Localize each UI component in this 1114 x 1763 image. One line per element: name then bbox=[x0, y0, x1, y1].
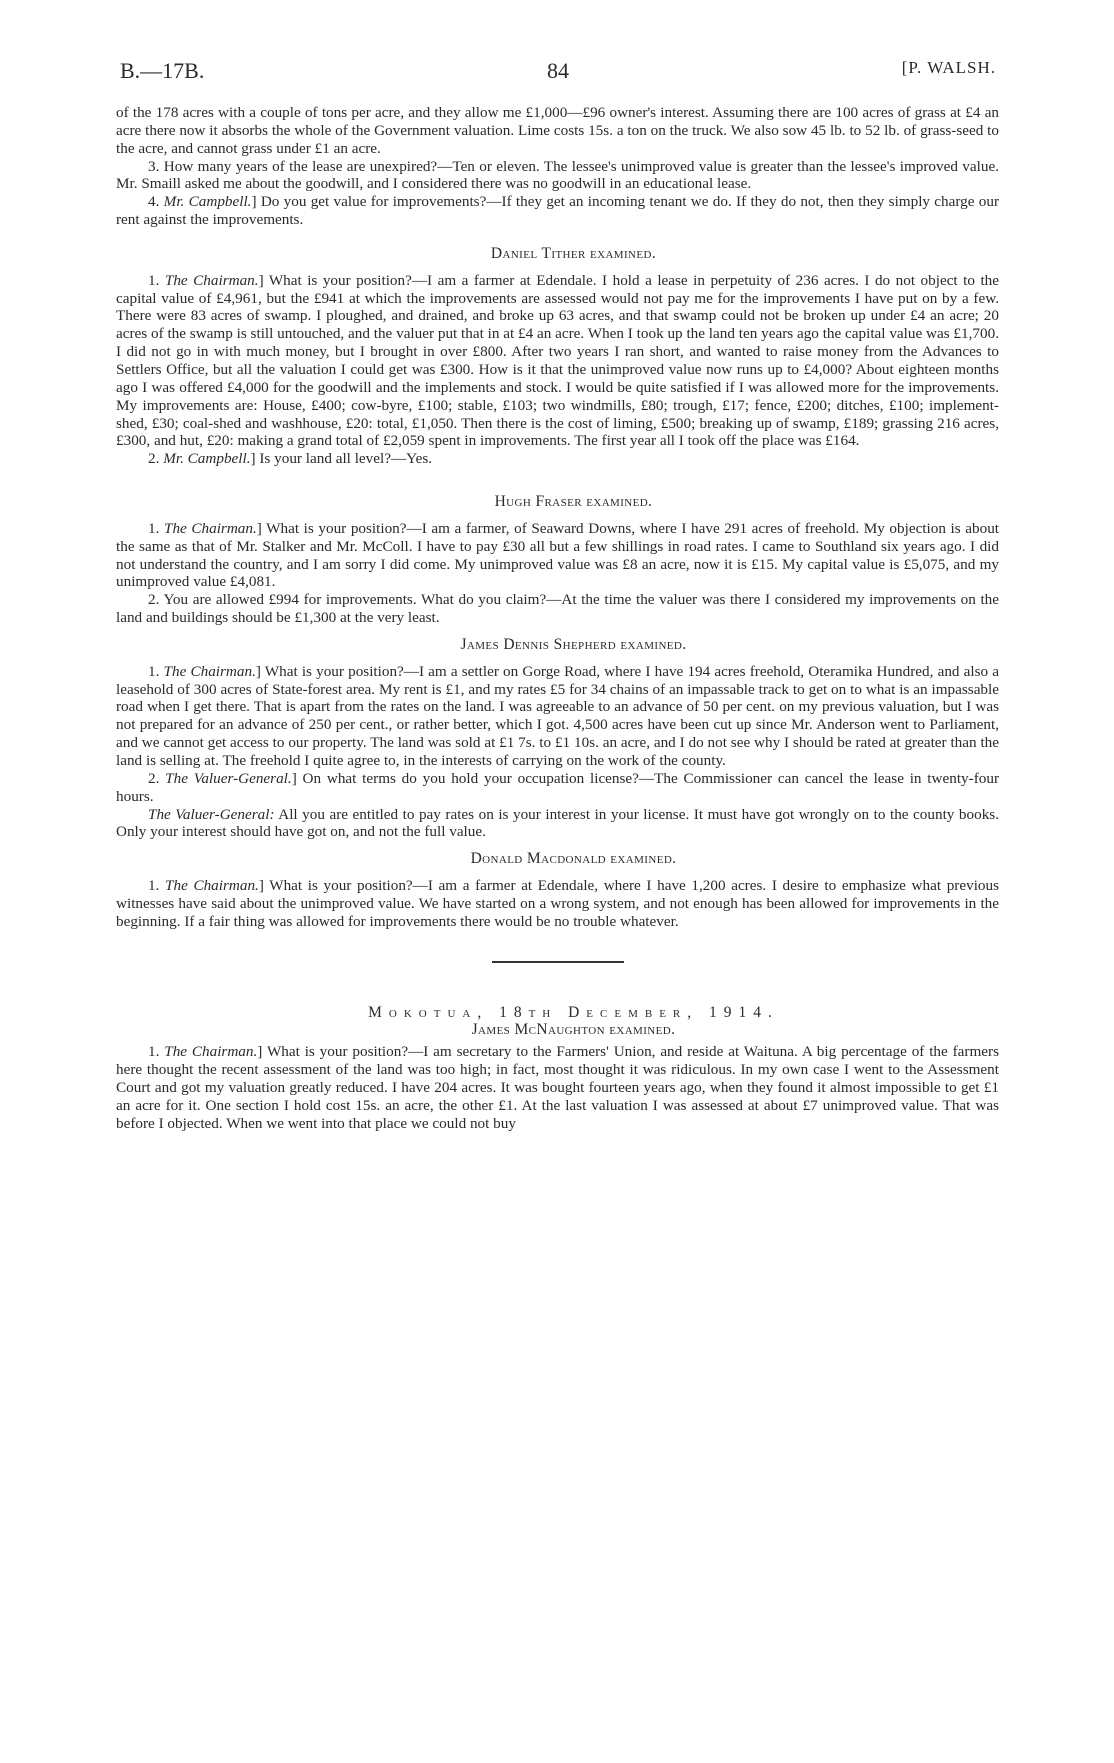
paragraph bbox=[116, 272, 999, 450]
speaker: The Chairman. bbox=[164, 1043, 258, 1061]
header-witness-name: [P. WALSH. bbox=[901, 58, 996, 77]
witness-heading: Daniel Tither examined. bbox=[490, 244, 657, 262]
paragraph bbox=[116, 1043, 999, 1132]
witness-heading: James McNaughton examined. bbox=[471, 1021, 676, 1039]
speaker: The Valuer-General: bbox=[148, 805, 275, 823]
paragraph-text: ] What is your position?—I am secretary to the Farmers' Union, and reside at Waituna. A big percentage of the farmers here thought the recent assessment of the land was too high; in fact, most thought it was ridiculous. In my own case I went to the Assessment Court and got my valuation greatly reduced. I have 204 acres. It was bought fourteen years ago, when they found it almost impossible to get £1 an acre for it. One section I hold cost 15s. an acre, the other £1. At the last valuation I was assessed at about £7 unimproved value. That was before I objected. When we went into that place we could not buy bbox=[116, 1043, 999, 1132]
question-number: 1. bbox=[148, 662, 160, 680]
speaker: The Chairman. bbox=[163, 662, 256, 680]
header-document-code: B.—17B. bbox=[120, 58, 205, 83]
paragraph: of the 178 acres with a couple of tons per acre, and they allow me £1,000—£96 owner's interest. Assuming there are 100 acres of grass at £4 an acre there now it absorbs the whole of the Government valuation. Lime costs 15s. a ton on the truck. We also sow 45 lb. to 52 lb. of grass-seed to the acre, and cannot grass under £1 an acre. bbox=[116, 104, 999, 157]
section-divider bbox=[116, 931, 999, 995]
sitting-place-date: Mokotua, 18th December, 1914. bbox=[368, 1003, 779, 1021]
question-number: 4. bbox=[148, 193, 160, 211]
paragraph bbox=[116, 770, 999, 806]
paragraph bbox=[116, 193, 999, 229]
paragraph: 2. You are allowed £994 for improvements. What do you claim?—At the time the valuer was there I considered my improvements on the land and buildings should be £1,300 at the very least. bbox=[116, 591, 999, 627]
paragraph-text: ] Is your land all level?—Yes. bbox=[250, 450, 433, 468]
paragraph bbox=[116, 450, 999, 468]
paragraph bbox=[116, 520, 999, 591]
paragraph bbox=[116, 877, 999, 931]
speaker: Mr. Campbell. bbox=[163, 450, 251, 468]
document-body bbox=[116, 104, 999, 1133]
speaker: The Valuer-General. bbox=[165, 769, 292, 787]
paragraph-text: ] What is your position?—I am a farmer at Edendale. I hold a lease in perpetuity of 236 acres. I do not object to the capital value of £4,961, but the £941 at which the improvements are assessed would not pay me for the improvements I have put on by a few. There were 83 acres of swamp. I ploughed, and drained, and broke up 63 acres, and that swamp could not be broken up under £4 an acre; 20 acres of the swamp is still untouched, and the valuer put that in at £4 an acre. When I took up the land ten years ago the capital value was £1,700. I did not go in with much money, but I brought in over £800. After two years I ran short, and wanted to raise money from the Advances to Settlers Office, but all the valuation I could get was £300. How is it that the unimproved value now runs up to £4,000? About eighteen months ago I was offered £4,000 for the goodwill and the implements and stock. I would be quite satisfied if I was allowed more for the improvements. My improvements are: House, £400; cow-byre, £100; stable, £103; two windmills, £80; trough, £17; fence, £200; ditches, £100; implement-shed, £30; coal-shed and washhouse, £20: total, £1,050. Then there is the cost of liming, £500; breaking up of swamp, £189; grassing 216 acres, £300, and hut, £20: making a grand total of £2,059 spent in improvements. The first year all I took off the place was £164. bbox=[116, 271, 999, 450]
paragraph: 3. How many years of the lease are unexpired?—Ten or eleven. The lessee's unimproved value is greater than the lessee's improved value. Mr. Smaill asked me about the goodwill, and I considered there was no goodwill in an educational lease. bbox=[116, 157, 999, 193]
question-number: 2. bbox=[148, 450, 160, 468]
speaker: The Chairman. bbox=[164, 519, 257, 537]
paragraph-text: ] On what terms do you hold your occupation license?—The Commissioner can cancel the lease in twenty-four hours. bbox=[116, 769, 999, 805]
question-number: 1. bbox=[148, 271, 160, 289]
speaker: The Chairman. bbox=[164, 271, 259, 289]
witness-heading: Hugh Fraser examined. bbox=[494, 493, 653, 511]
witness-heading: Donald Macdonald examined. bbox=[470, 850, 677, 868]
header-page-number: 84 bbox=[547, 58, 569, 83]
question-number: 1. bbox=[148, 519, 160, 537]
witness-heading: James Dennis Shepherd examined. bbox=[460, 635, 687, 653]
speaker: The Chairman. bbox=[165, 877, 259, 895]
paragraph-text: All you are entitled to pay rates on is your interest in your license. It must have got wrongly on to the county books. Only your interest should have got on, and not the full value. bbox=[116, 805, 999, 841]
paragraph-text: ] What is your position?—I am a farmer, of Seaward Downs, where I have 291 acres of freehold. My objection is about the same as that of Mr. Stalker and Mr. McColl. I have to pay £30 all but a few shillings in road rates. I came to Southland six years ago. I did not understand the country, and I am sorry I did come. My unimproved value was £8 an acre, now it is £15. My capital value is £5,075, and my unimproved value £4,081. bbox=[116, 519, 1000, 591]
speaker: Mr. Campbell. bbox=[163, 193, 252, 211]
question-number: 1. bbox=[148, 1043, 160, 1061]
paragraph bbox=[116, 663, 999, 770]
question-number: 2. bbox=[148, 769, 160, 787]
paragraph-text: ] Do you get value for improvements?—If they get an incoming tenant we do. If they do not, then they simply charge our rent against the improvements. bbox=[116, 193, 1000, 229]
question-number: 1. bbox=[148, 877, 160, 895]
paragraph-text: ] What is your position?—I am a farmer at Edendale, where I have 1,200 acres. I desire to emphasize what previous witnesses have said about the unimproved value. We have started on a wrong system, and not enough has been allowed for improvements in the beginning. If a fair thing was allowed for improvements there would be no trouble whatever. bbox=[116, 877, 1000, 930]
paragraph-text: ] What is your position?—I am a settler on Gorge Road, where I have 194 acres freehold, Oteramika Hundred, and also a leasehold of 300 acres of State-forest area. My rent is £1, and my rates £5 for 34 chains of an impassable track to get on to what is an impassable road when I get there. That is apart from the rates on the land. I was agreeable to an advance of 50 per cent. on my previous valuation, but I was not prepared for an advance of 250 per cent., or rather better, which I got. 4,500 acres have been cut up since Mr. Anderson went to Parliament, and we cannot get access to our property. The land was sold at £1 7s. to £1 10s. an acre, and I do not see why I should be rated at greater than the land is selling at. The freehold I quite agree to, in the interests of carrying on the work of the county. bbox=[116, 662, 1000, 769]
page-header bbox=[120, 58, 996, 88]
paragraph bbox=[116, 806, 999, 842]
